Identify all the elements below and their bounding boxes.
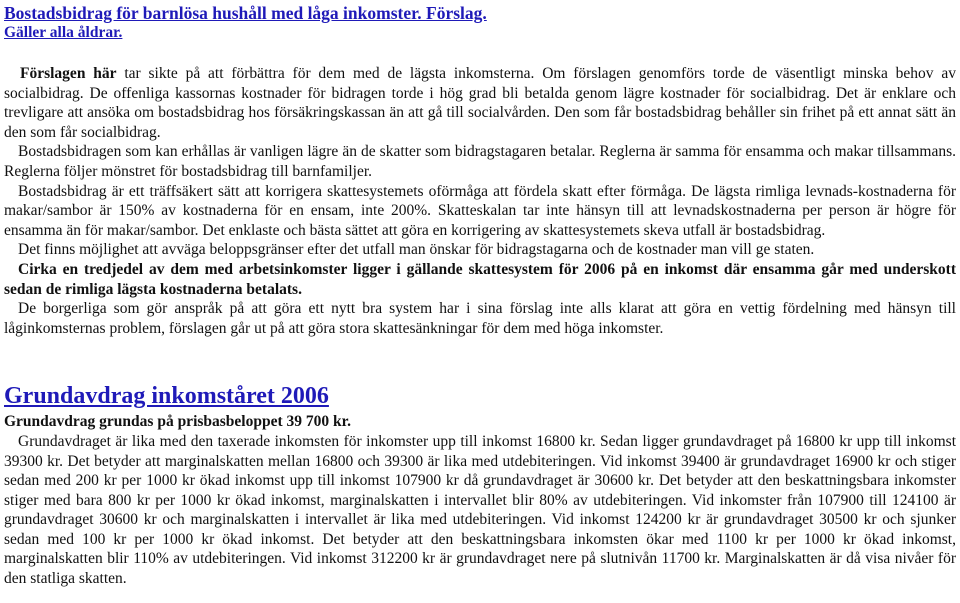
intro-paragraph-2: Bostadsbidragen som kan erhållas är vanligen lägre än de skatter som bidragstagaren betalar. Reglerna är samma för ensamma och makar tillsammans. Reglerna följer mönstret för bostadsbidrag till barnfamiljer. <box>4 143 956 180</box>
section-body: Grundavdraget är lika med den taxerade inkomsten för inkomster upp till inkomst 16800 kr. Sedan ligger grundavdraget på 16800 kr upp till inkomst 39300 kr. Det betyder att marginalskatten mellan 16800 och 39300 är lika med utdebiteringen. Vid inkomst 39400 är grundavdraget 16900 kr och stiger sedan med 200 kr per 1000 kr ökad inkomst upp till inkomst 107900 kr då grundavdraget är 30600 kr. Det betyder att den beskattningsbara inkomster stiger med bara 800 kr per 1000 kr ökad inkomst, marginalskatten i intervallet blir 80% av utdebiteringen. Vid inkomster från 107900 till 124100 är grundavdraget 30600 kr och marginalskatten i intervallet är lika med utdebiteringen. Vid inkomst 124200 kr är grundavdraget 30500 kr och sjunker sedan med 100 kr per 1000 kr ökad inkomst. Det betyder att den beskattningsbara inkomsten ökar med 1100 kr per 1000 kr ökad inkomst, marginalskatten blir 110% av utdebiteringen. Vid inkomst 312200 kr är grundavdraget nere på slutnivån 11700 kr. Marginalskatten är då visa nivåer för den statliga skatten. <box>4 432 956 588</box>
intro-paragraph-4: Det finns möjlighet att avväga beloppsgränser efter det utfall man önskar för bidragstagarna och de kostnader man vill ge staten. <box>18 241 815 259</box>
document-subtitle: Gäller alla åldrar. <box>4 24 123 41</box>
intro-paragraph-5: Cirka en tredjedel av dem med arbetsinkomster ligger i gällande skattesystem för 2006 på en inkomst där ensamma går med underskott sedan de rimliga lägsta kostnaderna betalats. <box>4 260 956 298</box>
intro-paragraph-1-text: tar sikte på att förbättra för dem med de lägsta inkomsterna. Om förslagen genomförs torde de väsentligt minska behov av socialbidrag. De offenliga kassornas kostnader för bidragen torde i hög grad bli betalda genom lägre kostnader för socialbidrag. Det är enklare och trevligare att ansöka om bostadsbidrag hos försäkringskassan än att gå till socialvården. Den som får bostadsbidrag behåller sin frihet på ett annat sätt än den som får socialbidrag. <box>4 65 956 141</box>
intro-lead-bold: Förslagen här <box>20 65 117 82</box>
intro-paragraph-6: De borgerliga som gör anspråk på att göra ett nytt bra system har i sina förslag inte alls klarat att göra en vettig fördelning med hänsyn till låginkomsternas problem, förslagen går ut på att göra stora skattesänkningar för dem med höga inkomster. <box>4 300 956 337</box>
document-title: Bostadsbidrag för barnlösa hushåll med låga inkomster. Förslag. <box>4 3 487 23</box>
intro-paragraph-1 <box>4 64 956 142</box>
section-heading: Grundavdrag inkomståret 2006 <box>4 383 329 410</box>
section-subheading: Grundavdrag grundas på prisbasbeloppet 39 700 kr. <box>4 413 351 431</box>
intro-paragraph-3: Bostadsbidrag är ett träffsäkert sätt att korrigera skattesystemets oförmåga att fördela skatt efter förmåga. De lägsta rimliga levnads-kostnaderna för makar/sambor är 150% av kostnaderna för en ensam, inte 200%. Skatteskalan tar inte hänsyn till att levnadskostnaderna per person är högre för ensamma än för makar/sambor. Det enklaste och bästa sättet att göra en korrigering av skattesystemets skeva utfall är bostadsbidrag. <box>4 182 956 239</box>
